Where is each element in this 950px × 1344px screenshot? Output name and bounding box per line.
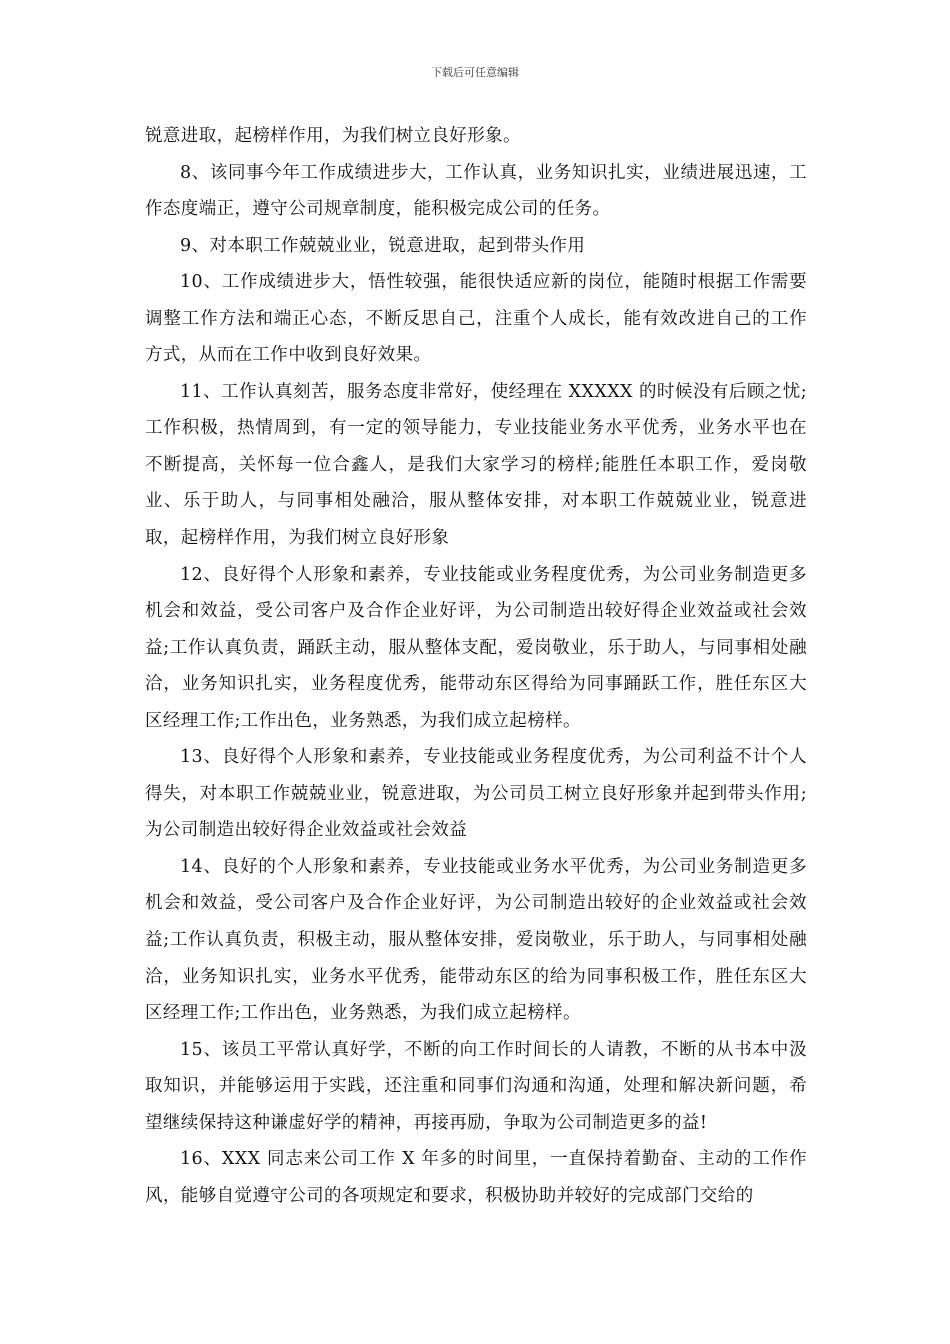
paragraph-item-11: 11、工作认真刻苦，服务态度非常好，使经理在 XXXXX 的时候没有后顾之忧;工作积极，热情周到，有一定的领导能力，专业技能业务水平优秀，业务水平也在不断提高，关怀每一位合鑫人，是我们大家学习的榜样;能胜任本职工作，爱岗敬业、乐于助人，与同事相处融洽，服从整体安排，对本职工作兢兢业业，锐意进取，起榜样作用，为我们树立良好形象: [145, 381, 807, 549]
paragraph-item-14: 14、良好的个人形象和素养，专业技能或业务水平优秀，为公司业务制造更多机会和效益，受公司客户及合作企业好评，为公司制造出较好的企业效益或社会效益;工作认真负责，积极主动，服从整体安排，爱岗敬业，乐于助人，与同事相处融洽，业务知识扎实，业务水平优秀，能带动东区的给为同事积极工作，胜任东区大区经理工作;工作出色，业务熟悉，为我们成立起榜样。: [145, 856, 807, 1024]
page-header: 下载后可任意编辑: [431, 66, 519, 79]
document-body: [145, 118, 807, 1214]
paragraph-item-15: 15、该员工平常认真好学，不断的向工作时间长的人请教，不断的从书本中汲取知识，并能够运用于实践，还注重和同事们沟通和沟通，处理和解决新问题，希望继续保持这种谦虚好学的精神，再接再励，争取为公司制造更多的益!: [145, 1039, 807, 1133]
paragraph-item-9: 9、对本职工作兢兢业业，锐意进取，起到带头作用: [180, 235, 586, 256]
paragraph-item-8: 8、该同事今年工作成绩进步大，工作认真，业务知识扎实，业绩进展迅速，工作态度端正，遵守公司规章制度，能积极完成公司的任务。: [145, 162, 807, 220]
paragraph-item-13: 13、良好得个人形象和素养，专业技能或业务程度优秀，为公司利益不计个人得失，对本职工作兢兢业业，锐意进取，为公司员工树立良好形象并起到带头作用;为公司制造出较好得企业效益或社会效益: [145, 747, 807, 841]
paragraph-continuation: 锐意进取，起榜样作用，为我们树立良好形象。: [145, 126, 521, 146]
paragraph-item-10: 10、工作成绩进步大，悟性较强，能很快适应新的岗位，能随时根据工作需要调整工作方法和端正心态，不断反思自己，注重个人成长，能有效改进自己的工作方式，从而在工作中收到良好效果。: [145, 272, 807, 366]
paragraph-item-16: 16、XXX 同志来公司工作 X 年多的时间里，一直保持着勤奋、主动的工作作风，能够自觉遵守公司的各项规定和要求，积极协助并较好的完成部门交给的: [145, 1149, 807, 1206]
paragraph-item-12: 12、良好得个人形象和素养，专业技能或业务程度优秀，为公司业务制造更多机会和效益，受公司客户及合作企业好评，为公司制造出较好得企业效益或社会效益;工作认真负责，踊跃主动，服从整体支配，爱岗敬业，乐于助人，与同事相处融洽，业务知识扎实，业务程度优秀，能带动东区得给为同事踊跃工作，胜任东区大区经理工作;工作出色，业务熟悉，为我们成立起榜样。: [145, 564, 807, 731]
